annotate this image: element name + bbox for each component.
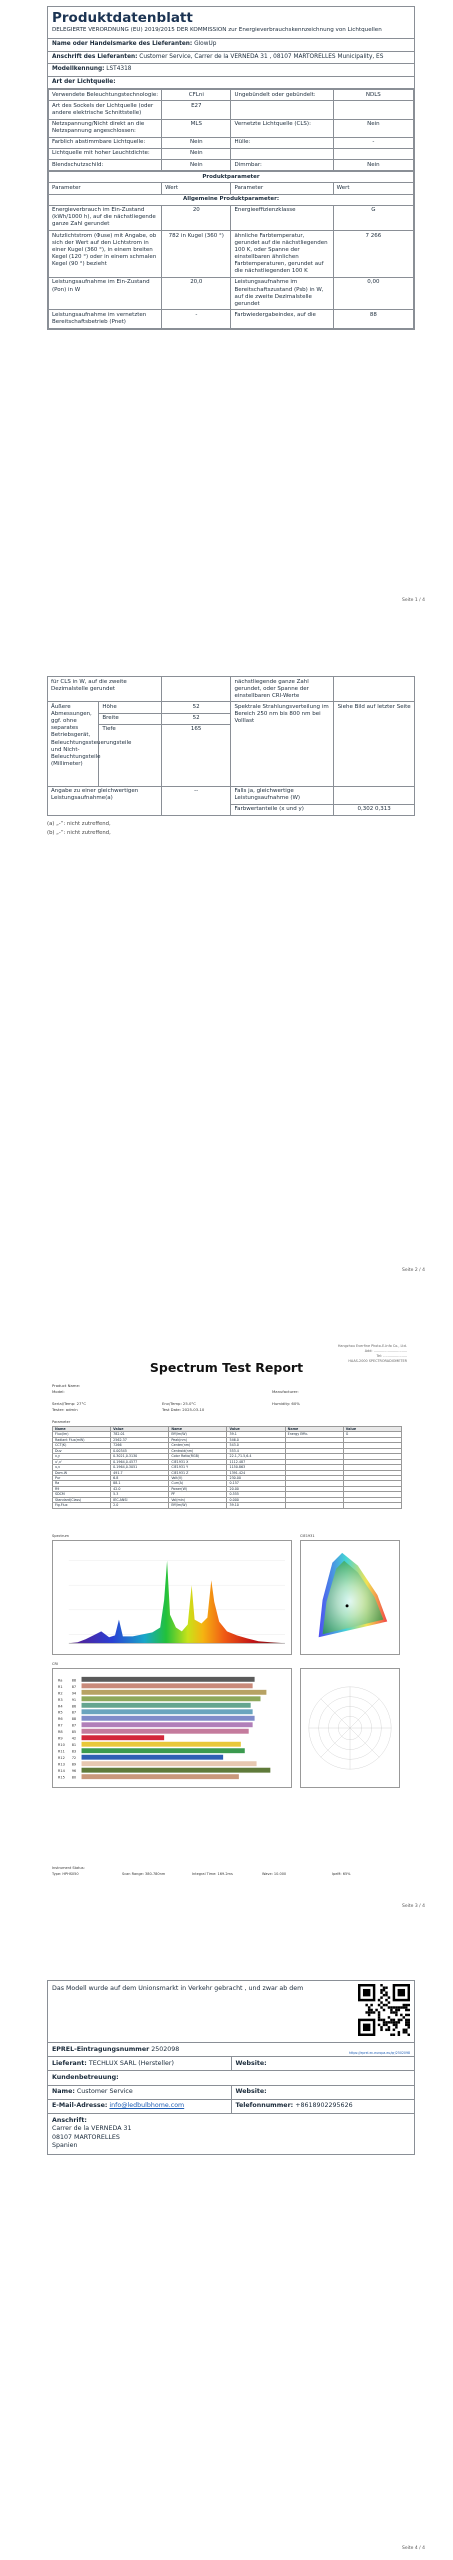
cri-bar <box>82 1768 271 1773</box>
supplier-row <box>48 2057 414 2071</box>
cri-bar-label: R15 <box>57 1775 65 1780</box>
cri-bar-label: R7 <box>57 1723 63 1728</box>
report-info-item: Test Date: 2025-03-10 <box>162 1407 205 1413</box>
cie-point <box>346 1604 349 1607</box>
param-head-cell: Name <box>53 1427 111 1432</box>
spectral-label: Spektrale Strahlungsverteilung im Bereich 250 nm bis 800 nm bei Volllast <box>231 702 334 786</box>
report-info-item: Serial/Temp: 27°C <box>52 1401 87 1407</box>
report-param-cell: u,v <box>53 1465 111 1470</box>
eprel-value: 2502098 <box>151 2045 180 2053</box>
report-param-cell: Ra <box>53 1481 111 1486</box>
param-cell: 782 in Kugel (360 °) <box>162 231 231 278</box>
type-cell: MLS <box>162 119 231 137</box>
type-row <box>49 101 414 119</box>
status-line <box>52 1872 402 1878</box>
page-2 <box>0 668 453 1280</box>
chromaticity-value: 0,302 0,313 <box>334 804 415 815</box>
general-params-header: Allgemeine Produktparameter: <box>49 194 414 205</box>
supplier-name-row <box>48 39 414 52</box>
cri-bar <box>82 1748 245 1753</box>
params-header: Produktparameter <box>49 172 414 183</box>
col-param-1: Parameter <box>49 183 162 194</box>
report-param-row <box>53 1503 402 1508</box>
supplier-name-value: GlowUp <box>194 40 217 47</box>
cri-bar-value: 88 <box>71 1717 77 1722</box>
cri-bar <box>82 1722 253 1727</box>
cri-bars <box>58 1677 270 1780</box>
page-number: Seite 4 / 4 <box>402 2546 425 2551</box>
param-cell: Leistungsaufnahme im vernetzten Bereitschaftsbetrieb (Pnet) <box>49 310 162 328</box>
supplier-address-value: Customer Service, Carrer de la VERNEDA 31 , 08107 MARTORELLES Municipality, ES <box>139 53 384 60</box>
cri-bar <box>82 1742 241 1747</box>
report-param-cell: Standard(Class) <box>53 1497 111 1502</box>
page-title: Produktdatenblatt <box>52 10 193 26</box>
col-value-2: Wert <box>333 183 413 194</box>
report-header-line: HAAS-2000 SPECTRORADIOMETER <box>348 1358 407 1363</box>
phone-label: Telefonnummer: <box>235 2102 294 2110</box>
param-cell: Leistungsaufnahme im Bereitschaftszustand (Psb) in W, auf die zweite Dezimalstelle gerundet <box>231 277 333 310</box>
model-row <box>48 64 414 77</box>
spectrum-grid <box>69 1561 285 1635</box>
report-param-cell: Color Ratio(RGB) <box>169 1454 227 1459</box>
support-row <box>48 2071 414 2085</box>
report-info-line <box>52 1407 402 1413</box>
datasheet-frame <box>47 6 415 330</box>
light-type-label: Art der Lichtquelle: <box>52 78 116 85</box>
cri-bar-value: 86 <box>71 1704 77 1709</box>
report-param-cell: 7266 <box>111 1443 169 1448</box>
report-param-cell: 0.1964,0.3051 <box>111 1465 169 1470</box>
report-param-cell: 491.7 <box>111 1470 169 1475</box>
report-param-cell: x,y <box>53 1454 111 1459</box>
type-cell: NDLS <box>333 90 413 101</box>
dim-depth-label: Tiefe <box>99 724 161 786</box>
type-cell: Nein <box>162 148 231 159</box>
cri-bar <box>82 1755 224 1760</box>
type-row <box>49 160 414 171</box>
contact-row <box>48 2100 414 2114</box>
param-cell: Nutzlichtstrom (Φuse) mit Angabe, ob sich der Wert auf den Lichtstrom in einer Kugel (360 °), in einem breiten Kegel (120 °) oder in einem schmalen Kegel (90 °) bezieht <box>49 231 162 278</box>
qr-code-icon[interactable] <box>358 1984 410 2036</box>
report-param-cell: CIE1931 Y <box>169 1465 227 1470</box>
report-param-cell: CIE1931 Z <box>169 1470 227 1475</box>
report-info <box>52 1383 402 1413</box>
report-param-cell: 0.555 <box>227 1492 285 1497</box>
dim-height-value: 52 <box>161 702 231 713</box>
report-param-cell: R9 <box>53 1486 111 1491</box>
page-1 <box>0 0 453 612</box>
chromaticity-label: Farbwertanteile (x und y) <box>231 804 334 815</box>
status-title: Instrument Status: <box>52 1866 85 1870</box>
cri-bar-value: 87 <box>71 1684 77 1689</box>
cri-bar-value: 72 <box>71 1756 77 1761</box>
report-param-cell: 0.157 <box>227 1481 285 1486</box>
cri-bar <box>82 1729 249 1734</box>
eprel-label: EPREL-Eintragungsnummer <box>52 2045 150 2053</box>
param-cell: Energieeffizienzklasse <box>231 205 333 230</box>
cri-bar-label: R5 <box>57 1710 63 1715</box>
cie-label: CIE1931 <box>300 1534 315 1538</box>
param-head-cell: Value <box>343 1427 401 1432</box>
report-info-item: Model: <box>52 1389 65 1395</box>
report-param-cell: Eff(lm/W) <box>169 1432 227 1437</box>
cri-bar-value: 87 <box>71 1710 77 1715</box>
report-param-cell: 2.0 <box>111 1503 169 1508</box>
cri-bar-value: 91 <box>71 1697 77 1702</box>
cri-bar-value: 96 <box>71 1769 77 1774</box>
instrument-status <box>52 1866 402 1878</box>
type-cell: Netzspannung/Nicht direkt an die Netzspannung angeschlossen: <box>49 119 162 137</box>
cs-name-row <box>48 2086 414 2100</box>
market-text: Das Modell wurde auf dem Unionsmarkt in Verkehr gebracht , und zwar ab dem <box>52 1985 304 1992</box>
report-param-cell: Dom.W <box>53 1470 111 1475</box>
report-param-cell: Peak(nm) <box>169 1437 227 1442</box>
cri-bar-label: R3 <box>57 1697 63 1702</box>
status-item: Scan Range: 380-780nm <box>122 1871 166 1876</box>
report-param-cell: 782.01 <box>111 1432 169 1437</box>
email-link[interactable]: info@ledbulbhome.com <box>109 2102 185 2110</box>
datasheet-frame-2 <box>47 676 415 838</box>
report-param-cell: 1391.424 <box>227 1470 285 1475</box>
cri-bar-label: R13 <box>57 1762 65 1767</box>
report-param-cell: IEC-ANSI <box>111 1497 169 1502</box>
report-param-cell: 553.4 <box>227 1448 285 1453</box>
cri-bar-value: 89 <box>71 1762 77 1767</box>
cri-bar <box>82 1703 251 1708</box>
type-cell: Nein <box>162 160 231 171</box>
cri-bar-value: 87 <box>71 1723 77 1728</box>
report-info-item: Product Name: <box>52 1383 81 1388</box>
param-cell: - <box>162 310 231 328</box>
model-value: LST4318 <box>106 66 132 73</box>
address-block <box>48 2114 414 2154</box>
type-cell <box>231 148 333 159</box>
status-item: Integral Time: 169.2ms <box>192 1871 233 1876</box>
report-param-cell: 0.000 <box>227 1497 285 1502</box>
col-value-1: Wert <box>162 183 231 194</box>
report-param-cell: 5.3 <box>111 1492 169 1497</box>
supplier-name-label: Name oder Handelsmarke des Lieferanten: <box>52 40 193 47</box>
model-label: Modellkennung: <box>52 66 105 73</box>
spectrum-label: Spectrum <box>52 1534 69 1538</box>
param-row <box>49 277 414 310</box>
params-continued-table <box>47 676 415 816</box>
cri-bar-label: R12 <box>57 1756 65 1761</box>
cri-bar <box>82 1677 255 1682</box>
footnote-b: (b) „-“: nicht zutreffend, <box>47 830 111 837</box>
report-info-line <box>52 1389 402 1401</box>
report-info-item: Humidity: 60% <box>272 1401 300 1407</box>
param-cell: 20,0 <box>162 277 231 310</box>
cri-bar-value: 85 <box>71 1730 77 1735</box>
report-param-table <box>52 1426 402 1509</box>
cri-bar <box>82 1683 253 1688</box>
cri-bar <box>82 1761 257 1766</box>
report-header-line: Hangzhou Everfine Photo-E-Info Co., Ltd. <box>337 1344 407 1348</box>
cs-website-label: Website: <box>235 2088 267 2096</box>
support-label: Kundenbetreuung: <box>52 2073 119 2081</box>
report-param-cell: 6.8 <box>111 1475 169 1480</box>
cri-bar-value: 80 <box>71 1775 77 1780</box>
type-cell: Hülle: <box>231 137 333 148</box>
type-cell: Lichtquelle mit hoher Leuchtdichte: <box>49 148 162 159</box>
report-param-cell: Energy Effic. <box>285 1432 343 1437</box>
type-row <box>49 137 414 148</box>
supplier-address-label: Anschrift des Lieferanten: <box>52 53 138 60</box>
cri-bar-value: 88 <box>71 1678 77 1683</box>
param-cell: 7 266 <box>333 231 413 278</box>
type-cell <box>333 148 413 159</box>
equiv-power-label: Angabe zu einer gleichwertigen Leistungsaufnahme(a) <box>48 786 162 815</box>
website-label: Website: <box>235 2059 267 2067</box>
report-title: Spectrum Test Report <box>149 1360 304 1375</box>
spectrum-curve <box>69 1561 285 1644</box>
cri-label: CRI <box>52 1662 58 1666</box>
dim-height-label: Höhe <box>99 702 161 713</box>
cri-bar-label: R8 <box>57 1730 63 1735</box>
spectrum-chart <box>52 1540 292 1655</box>
page-4 <box>0 1972 453 2560</box>
dim-depth-value: 165 <box>161 724 231 786</box>
type-cell: Nein <box>162 137 231 148</box>
type-row <box>49 90 414 101</box>
report-param-cell: Centroid(nm) <box>169 1448 227 1453</box>
report-param-cell <box>343 1503 401 1508</box>
polar-chart <box>300 1668 400 1788</box>
light-type-table <box>48 89 414 171</box>
type-cell: E27 <box>162 101 231 119</box>
param-head-cell: Value <box>227 1427 285 1432</box>
report-param-cell: 0.1964,0.4577 <box>111 1459 169 1464</box>
report-param-cell: Volt(V) <box>169 1475 227 1480</box>
cri-bar-label: R2 <box>57 1691 63 1696</box>
supplier-value: TECHLUX SARL (Hersteller) <box>88 2059 174 2067</box>
type-row <box>49 148 414 159</box>
report-param-cell <box>285 1503 343 1508</box>
type-cell: CFLni <box>162 90 231 101</box>
page-number: Seite 2 / 4 <box>402 1268 425 1273</box>
page-3 <box>0 1338 453 1918</box>
report-param-cell: 39.10 <box>227 1503 285 1508</box>
param-cell: 0,00 <box>333 277 413 310</box>
cri-bar-value: 81 <box>71 1743 77 1748</box>
report-info-item: Tester: admin <box>52 1407 78 1413</box>
cri-chart <box>52 1668 292 1788</box>
cri-bar-value: 42 <box>71 1736 77 1741</box>
report-info-item: Env/Temp: 25.0°C <box>162 1401 196 1407</box>
type-cell: Verwendete Beleuchtungstechnologie: <box>49 90 162 101</box>
cri-bar-label: R6 <box>57 1717 63 1722</box>
cri-bar <box>82 1696 261 1701</box>
cri-bar <box>82 1709 253 1714</box>
report-param-cell: 546.0 <box>227 1437 285 1442</box>
equiv-power-value: -- <box>161 786 231 815</box>
report-param-cell: 543.0 <box>227 1443 285 1448</box>
type-cell <box>231 101 333 119</box>
param-head-cell: Name <box>285 1427 343 1432</box>
col-param-2: Parameter <box>231 183 333 194</box>
param-cell: Leistungsaufnahme im Ein-Zustand (Pon) in W <box>49 277 162 310</box>
equiv-power-w-value <box>334 786 415 804</box>
standby-cont-label: für CLS in W, auf die zweite Dezimalstelle gerundet <box>48 677 162 702</box>
dimensions-label: Äußere Abmessungen, ggf. ohne separates Betriebsgerät, Beleuchtungssteuerungsteile und Nicht-Beleuchtungsteile (Millimeter) <box>48 702 99 786</box>
report-param-cell: 42.0 <box>111 1486 169 1491</box>
report-param-cell: 230.00 <box>227 1475 285 1480</box>
dim-width-label: Breite <box>99 713 161 724</box>
cri-bar-label: Ra <box>57 1678 63 1683</box>
report-param-cell: 88.1 <box>111 1481 169 1486</box>
cs-name-value: Customer Service <box>76 2088 133 2096</box>
param-cell: G <box>333 205 413 230</box>
report-param-cell: 2562.37 <box>111 1437 169 1442</box>
report-param-cell: SDCM <box>53 1492 111 1497</box>
footnotes <box>47 820 415 838</box>
report-param-cell: Pur <box>53 1475 111 1480</box>
report-param-cell: CIE1931 X <box>169 1459 227 1464</box>
address-line-3: Spanien <box>52 2142 78 2150</box>
cri-bar-label: R9 <box>57 1736 63 1741</box>
product-params-table <box>48 171 414 329</box>
report-info-item: Manufacturer: <box>272 1389 299 1395</box>
eprel-frame <box>47 1980 415 2155</box>
cri-bar <box>82 1716 255 1721</box>
cri-bar-label: R4 <box>57 1704 63 1709</box>
type-cell <box>333 101 413 119</box>
param-cell: 20 <box>162 205 231 230</box>
report-param-cell: CCT(K) <box>53 1443 111 1448</box>
report-param-cell: Curr(A) <box>169 1481 227 1486</box>
param-section-label: Parameter <box>52 1420 71 1424</box>
cri-bar-label: R1 <box>57 1684 63 1689</box>
type-cell: Blendschutzschild: <box>49 160 162 171</box>
report-param-cell: 20.00 <box>227 1486 285 1491</box>
email-label: E-Mail-Adresse: <box>52 2102 108 2110</box>
type-cell: Nein <box>333 160 413 171</box>
cri-bar-label: R14 <box>57 1769 65 1774</box>
address-label: Anschrift: <box>52 2116 87 2124</box>
param-cell: 88 <box>333 310 413 328</box>
page-number: Seite 3 / 4 <box>402 1904 425 1909</box>
param-cell: Energieverbrauch im Ein-Zustand (kWh/1000 h), auf die nächstliegende ganze Zahl gerundet <box>49 205 162 230</box>
report-param-cell: Duv <box>53 1448 111 1453</box>
market-section <box>48 1981 414 2043</box>
cri-bar-label: R10 <box>57 1743 65 1748</box>
equiv-power-w-label: Falls ja, gleichwertige Leistungsaufnahme (W) <box>231 786 334 804</box>
report-param-cell: Eff(lm/W) <box>169 1503 227 1508</box>
light-type-row <box>48 77 414 90</box>
cs-name-label: Name: <box>52 2088 75 2096</box>
report-param-cell: u',v' <box>53 1459 111 1464</box>
status-item: IpeM: 65% <box>332 1871 351 1876</box>
cri-cont-label: nächstliegende ganze Zahl gerundet, oder Spanne der einstellbaren CRI-Werte <box>231 677 334 702</box>
regulation-text: DELEGIERTE VERORDNUNG (EU) 2019/2015 DER KOMMISSION zur Energieverbrauchskennzeichnung von Lichtquellen <box>48 27 414 39</box>
param-row <box>49 310 414 328</box>
polar-grid <box>309 1687 391 1769</box>
report-header-line: Add: ............................... <box>364 1348 407 1353</box>
report-param-cell: 1112.487 <box>227 1459 285 1464</box>
type-cell: Ungebündelt oder gebündelt: <box>231 90 333 101</box>
phone-value: +861890229562​6 <box>295 2102 353 2110</box>
status-item: Type: HPHS050 <box>52 1871 79 1876</box>
report-param-cell: G <box>343 1432 401 1437</box>
report-param-cell: Radiant Flux(mW) <box>53 1437 111 1442</box>
cri-bar-label: R11 <box>57 1749 65 1754</box>
status-item: Wave: 10.000 <box>262 1871 287 1876</box>
type-cell: Farblich abstimmbare Lichtquelle: <box>49 137 162 148</box>
supplier-address-row <box>48 52 414 65</box>
report-param-cell: Center(nm) <box>169 1443 227 1448</box>
address-line-2: 08107 MARTORELLES <box>52 2133 120 2141</box>
spectral-value: Siehe Bild auf letzter Seite <box>334 702 415 786</box>
cri-bar <box>82 1774 239 1779</box>
report-header-line: Tel: ...................... <box>376 1353 407 1358</box>
param-cell: ähnliche Farbtemperatur, gerundet auf die nächstliegenden 100 K, oder Spanne der einstellbaren ähnlichen Farbtemperaturen, gerundet auf die nächstliegenden 100 K <box>231 231 333 278</box>
report-param-cell: Fig.Flux <box>53 1503 111 1508</box>
report-param-cell: 39.1 <box>227 1432 285 1437</box>
qr-url[interactable]: https://eprel.ec.europa.eu/qr/2502098 <box>348 2051 410 2055</box>
footnote-a: (a) „-“: nicht zutreffend, <box>47 821 111 828</box>
supplier-label: Lieferant: <box>52 2059 87 2067</box>
param-row <box>49 205 414 230</box>
report-param-cell: PF <box>169 1492 227 1497</box>
cri-bar <box>82 1690 267 1695</box>
cri-bar <box>82 1735 165 1740</box>
type-cell: Dimmbar: <box>231 160 333 171</box>
page-number: Seite 1 / 4 <box>402 598 425 603</box>
report-param-cell: 0.00345 <box>111 1448 169 1453</box>
type-cell: - <box>333 137 413 148</box>
param-head-cell: Name <box>169 1427 227 1432</box>
type-row <box>49 119 414 137</box>
param-cell: Farbwiedergabeindex, auf die <box>231 310 333 328</box>
report-param-cell: Flux(lm) <box>53 1432 111 1437</box>
type-cell: Vernetzte Lichtquelle (CLS): <box>231 119 333 137</box>
cie-chart <box>300 1540 400 1655</box>
cri-bar-value: 83 <box>71 1749 77 1754</box>
dim-width-value: 52 <box>161 713 231 724</box>
report-param-cell: 0.3021,0.3130 <box>111 1454 169 1459</box>
type-cell: Nein <box>333 119 413 137</box>
param-row <box>49 231 414 278</box>
type-cell: Art des Sockels der Lichtquelle (oder andere elektrische Schnittstelle) <box>49 101 162 119</box>
report-param-cell: 1150.863 <box>227 1465 285 1470</box>
cri-bar-value: 94 <box>71 1691 77 1696</box>
report-param-cell: Vol(min) <box>169 1497 227 1502</box>
report-param-cell: Power(W) <box>169 1486 227 1491</box>
param-head-cell: Value <box>111 1427 169 1432</box>
report-param-cell: 22.1,71.5,6.4 <box>227 1454 285 1459</box>
address-line-1: Carrer de la VERNEDA 31 <box>52 2125 132 2133</box>
